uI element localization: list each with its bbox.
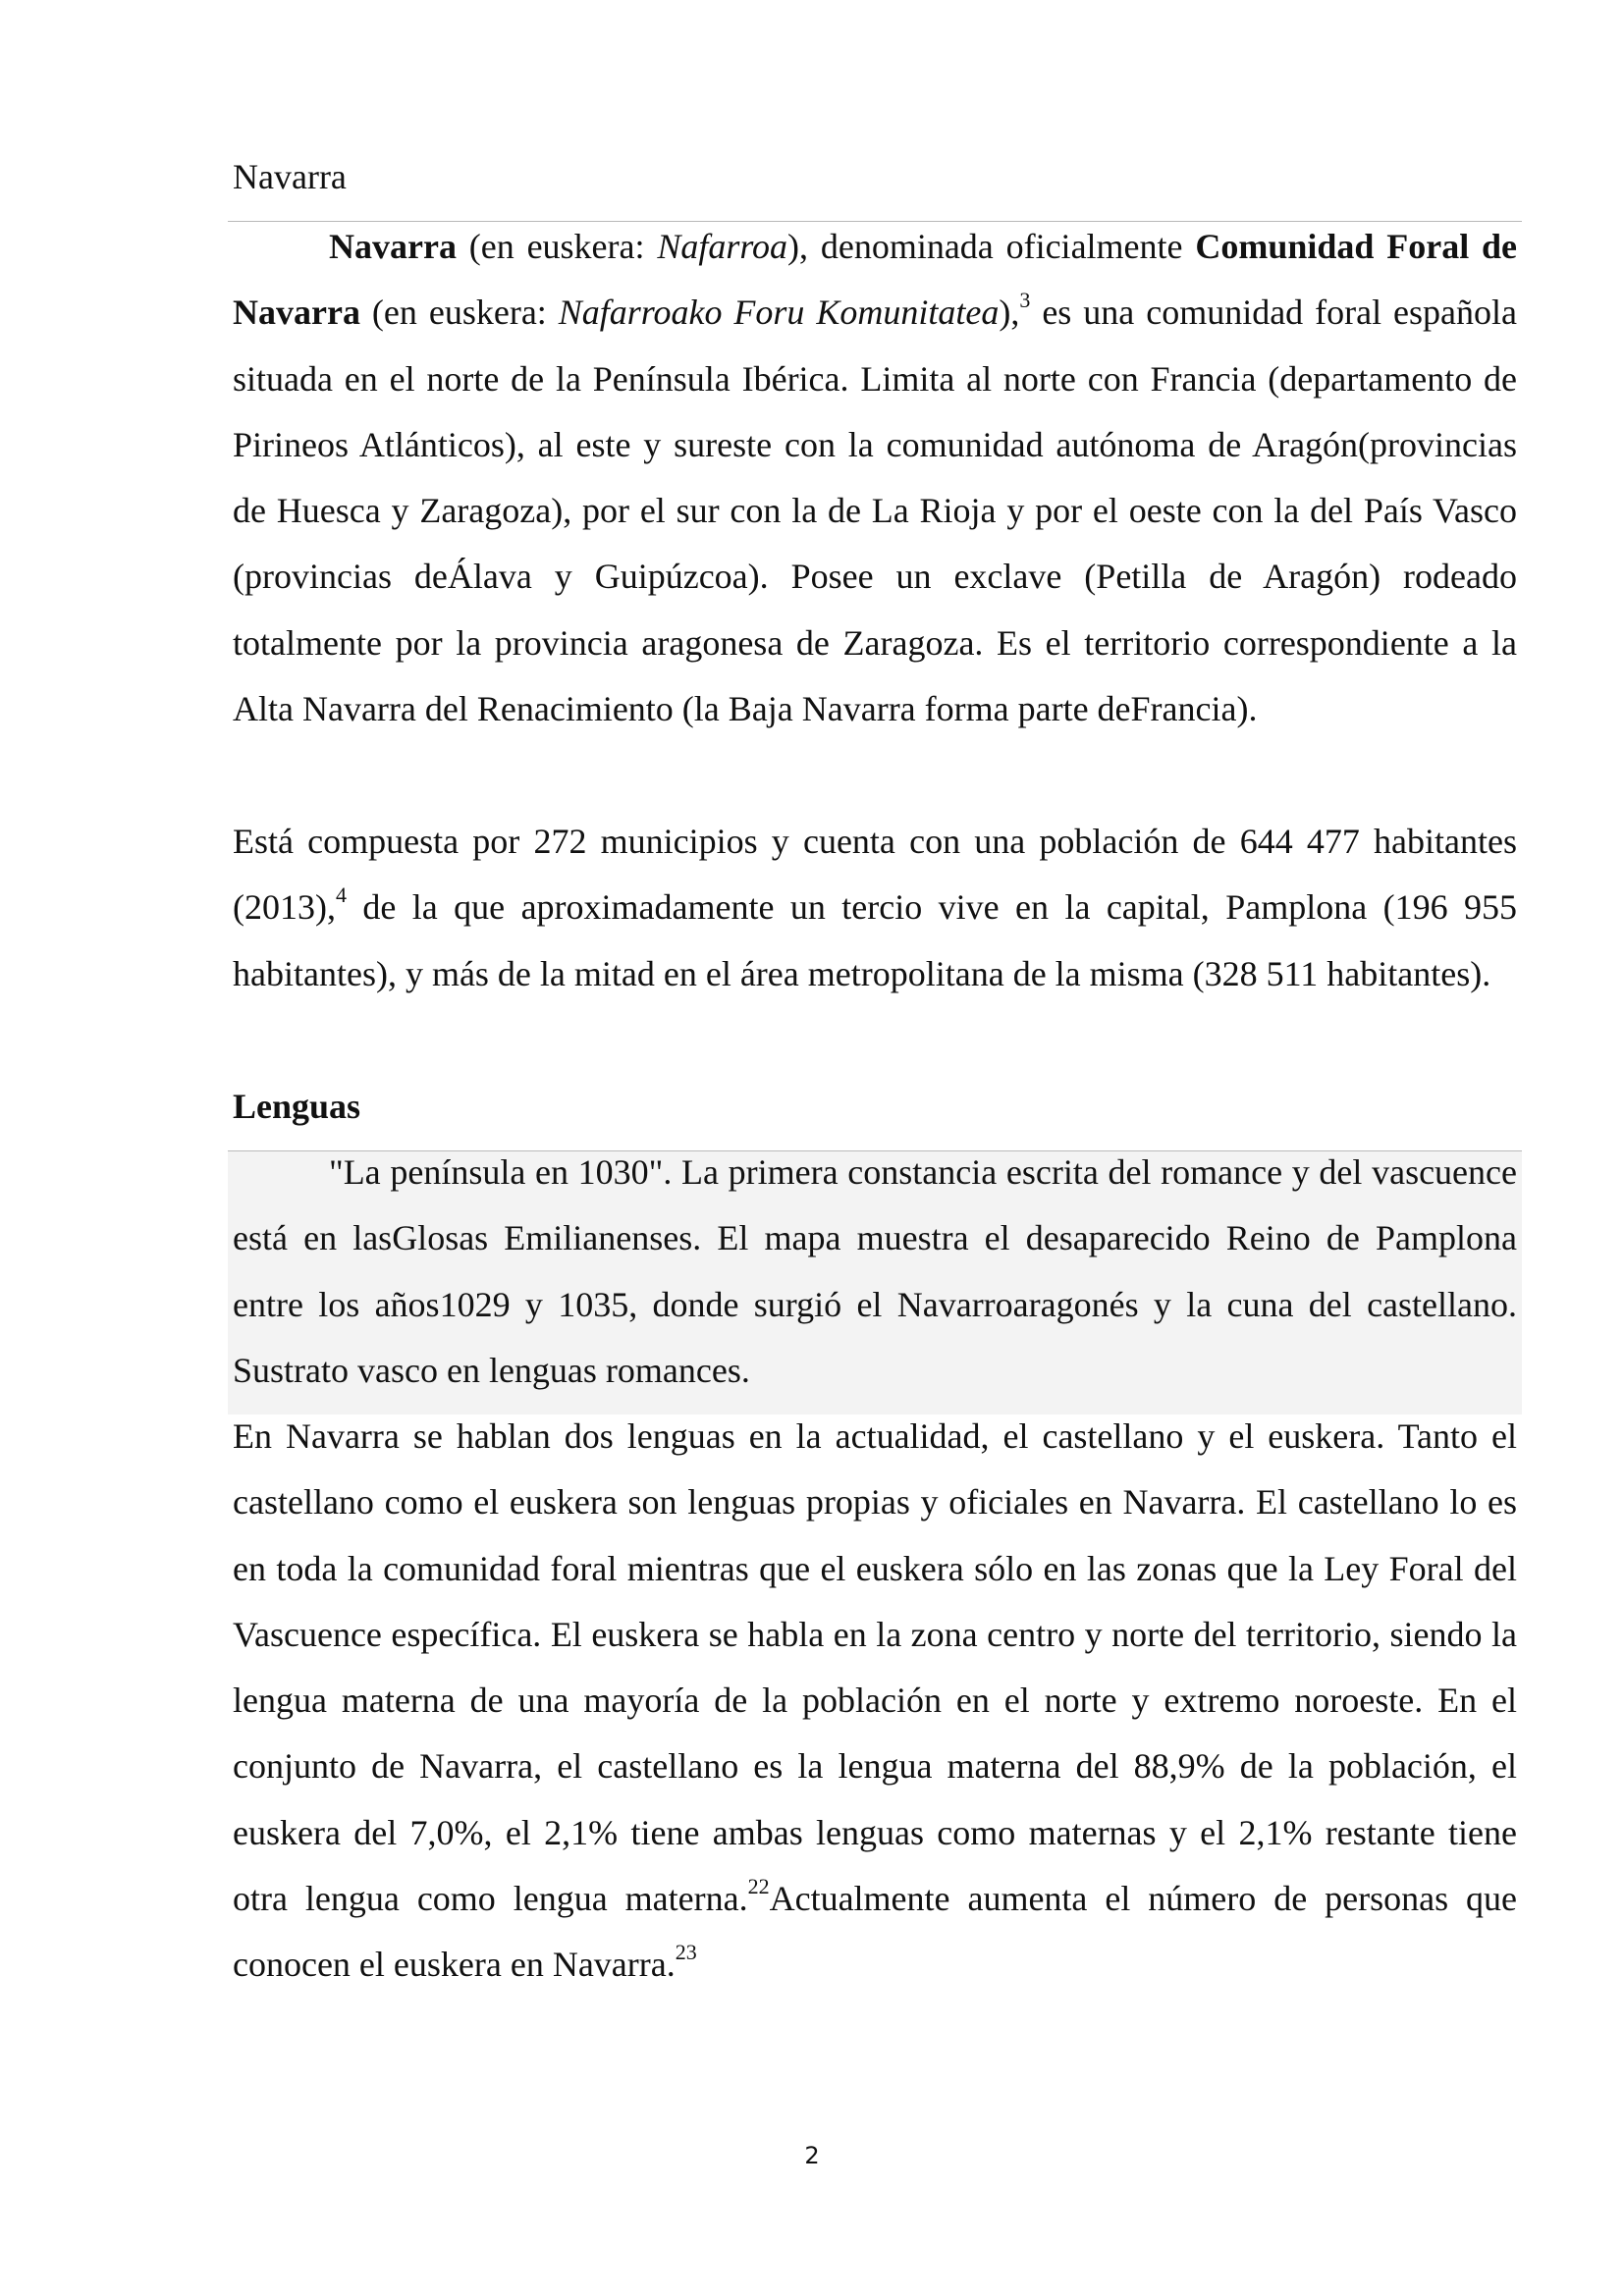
intro-text-1: (en euskera: [456, 227, 658, 266]
intro-text-3: (en euskera: [359, 293, 559, 333]
intro-text-2: ), denominada oficialmente [787, 227, 1196, 266]
term-comunidad-foral: Comunidad Foral de Navarra [233, 227, 1518, 333]
page-number: 2 [804, 2142, 820, 2169]
languages-paragraph [233, 1404, 1517, 1999]
population-text-1: Está compuesta por 272 municipios y cuenta con una población de 644 477 habitantes (2013), [233, 822, 1517, 928]
document-title: Navarra [233, 157, 347, 196]
map-caption-paragraph: "La península en 1030". La primera constancia escrita del romance y del vascuence está en lasGlosas Emilianenses. El mapa muestra el desaparecido Reino de Pamplona entre los años1029 y 1035, donde surgió el Navarroaragonés y la cuna del castellano. Sustrato vasco en lenguas romances. [233, 1152, 1517, 1390]
population-paragraph [233, 809, 1517, 1007]
section-heading-lenguas: Lenguas [233, 1087, 361, 1126]
languages-text-1: En Navarra se hablan dos lenguas en la actualidad, el castellano y el euskera. Tanto el castellano como el euskera son lenguas propias y oficiales en Navarra. El castellano lo es en toda la comunidad foral mientras que el euskera sólo en las zonas que la Ley Foral del Vascuence específica. El euskera se habla en la zona centro y norte del territorio, siendo la lengua materna de una mayoría de la población en el norte y extremo noroeste. En el conjunto de Navarra, el castellano es la lengua materna del 88,9% de la población, el euskera del 7,0%, el 2,1% tiene ambas lenguas como maternas y el 2,1% restante tiene otra lengua como lengua materna. [233, 1416, 1517, 1919]
footnote-ref-22[interactable]: 22 [747, 1874, 770, 1899]
intro-text-4: ), [999, 293, 1020, 333]
footnote-ref-23[interactable]: 23 [675, 1940, 697, 1965]
intro-text-5: es una comunidad foral española situada en el norte de la Península Ibérica. Limita al norte con Francia (departamento de Pirineos Atlánticos), al este y sureste con la comunidad autónoma de Aragón(provincias de Huesca y Zaragoza), por el sur con la de La Rioja y por el oeste con la del País Vasco (provincias deÁlava y Guipúzcoa). Posee un exclave (Petilla de Aragón) rodeado totalmente por la provincia aragonesa de Zaragoza. Es el territorio correspondiente a la Alta Navarra del Renacimiento (la Baja Navarra forma parte deFrancia). [233, 293, 1517, 729]
intro-paragraph [233, 214, 1517, 742]
languages-text-2: Actualmente aumenta el número de personas que conocen el euskera en Navarra. [233, 1879, 1518, 1985]
term-navarra: Navarra [329, 227, 457, 266]
footnote-ref-3[interactable]: 3 [1019, 288, 1031, 313]
term-nafarroako-foru: Nafarroako Foru Komunitatea [558, 293, 1000, 333]
population-text-2: de la que aproximadamente un tercio vive en la capital, Pamplona (196 955 habitantes), y más de la mitad en el área metropolitana de la misma (328 511 habitantes). [233, 887, 1517, 993]
term-nafarroa: Nafarroa [657, 227, 788, 266]
footnote-ref-4[interactable]: 4 [335, 882, 347, 908]
